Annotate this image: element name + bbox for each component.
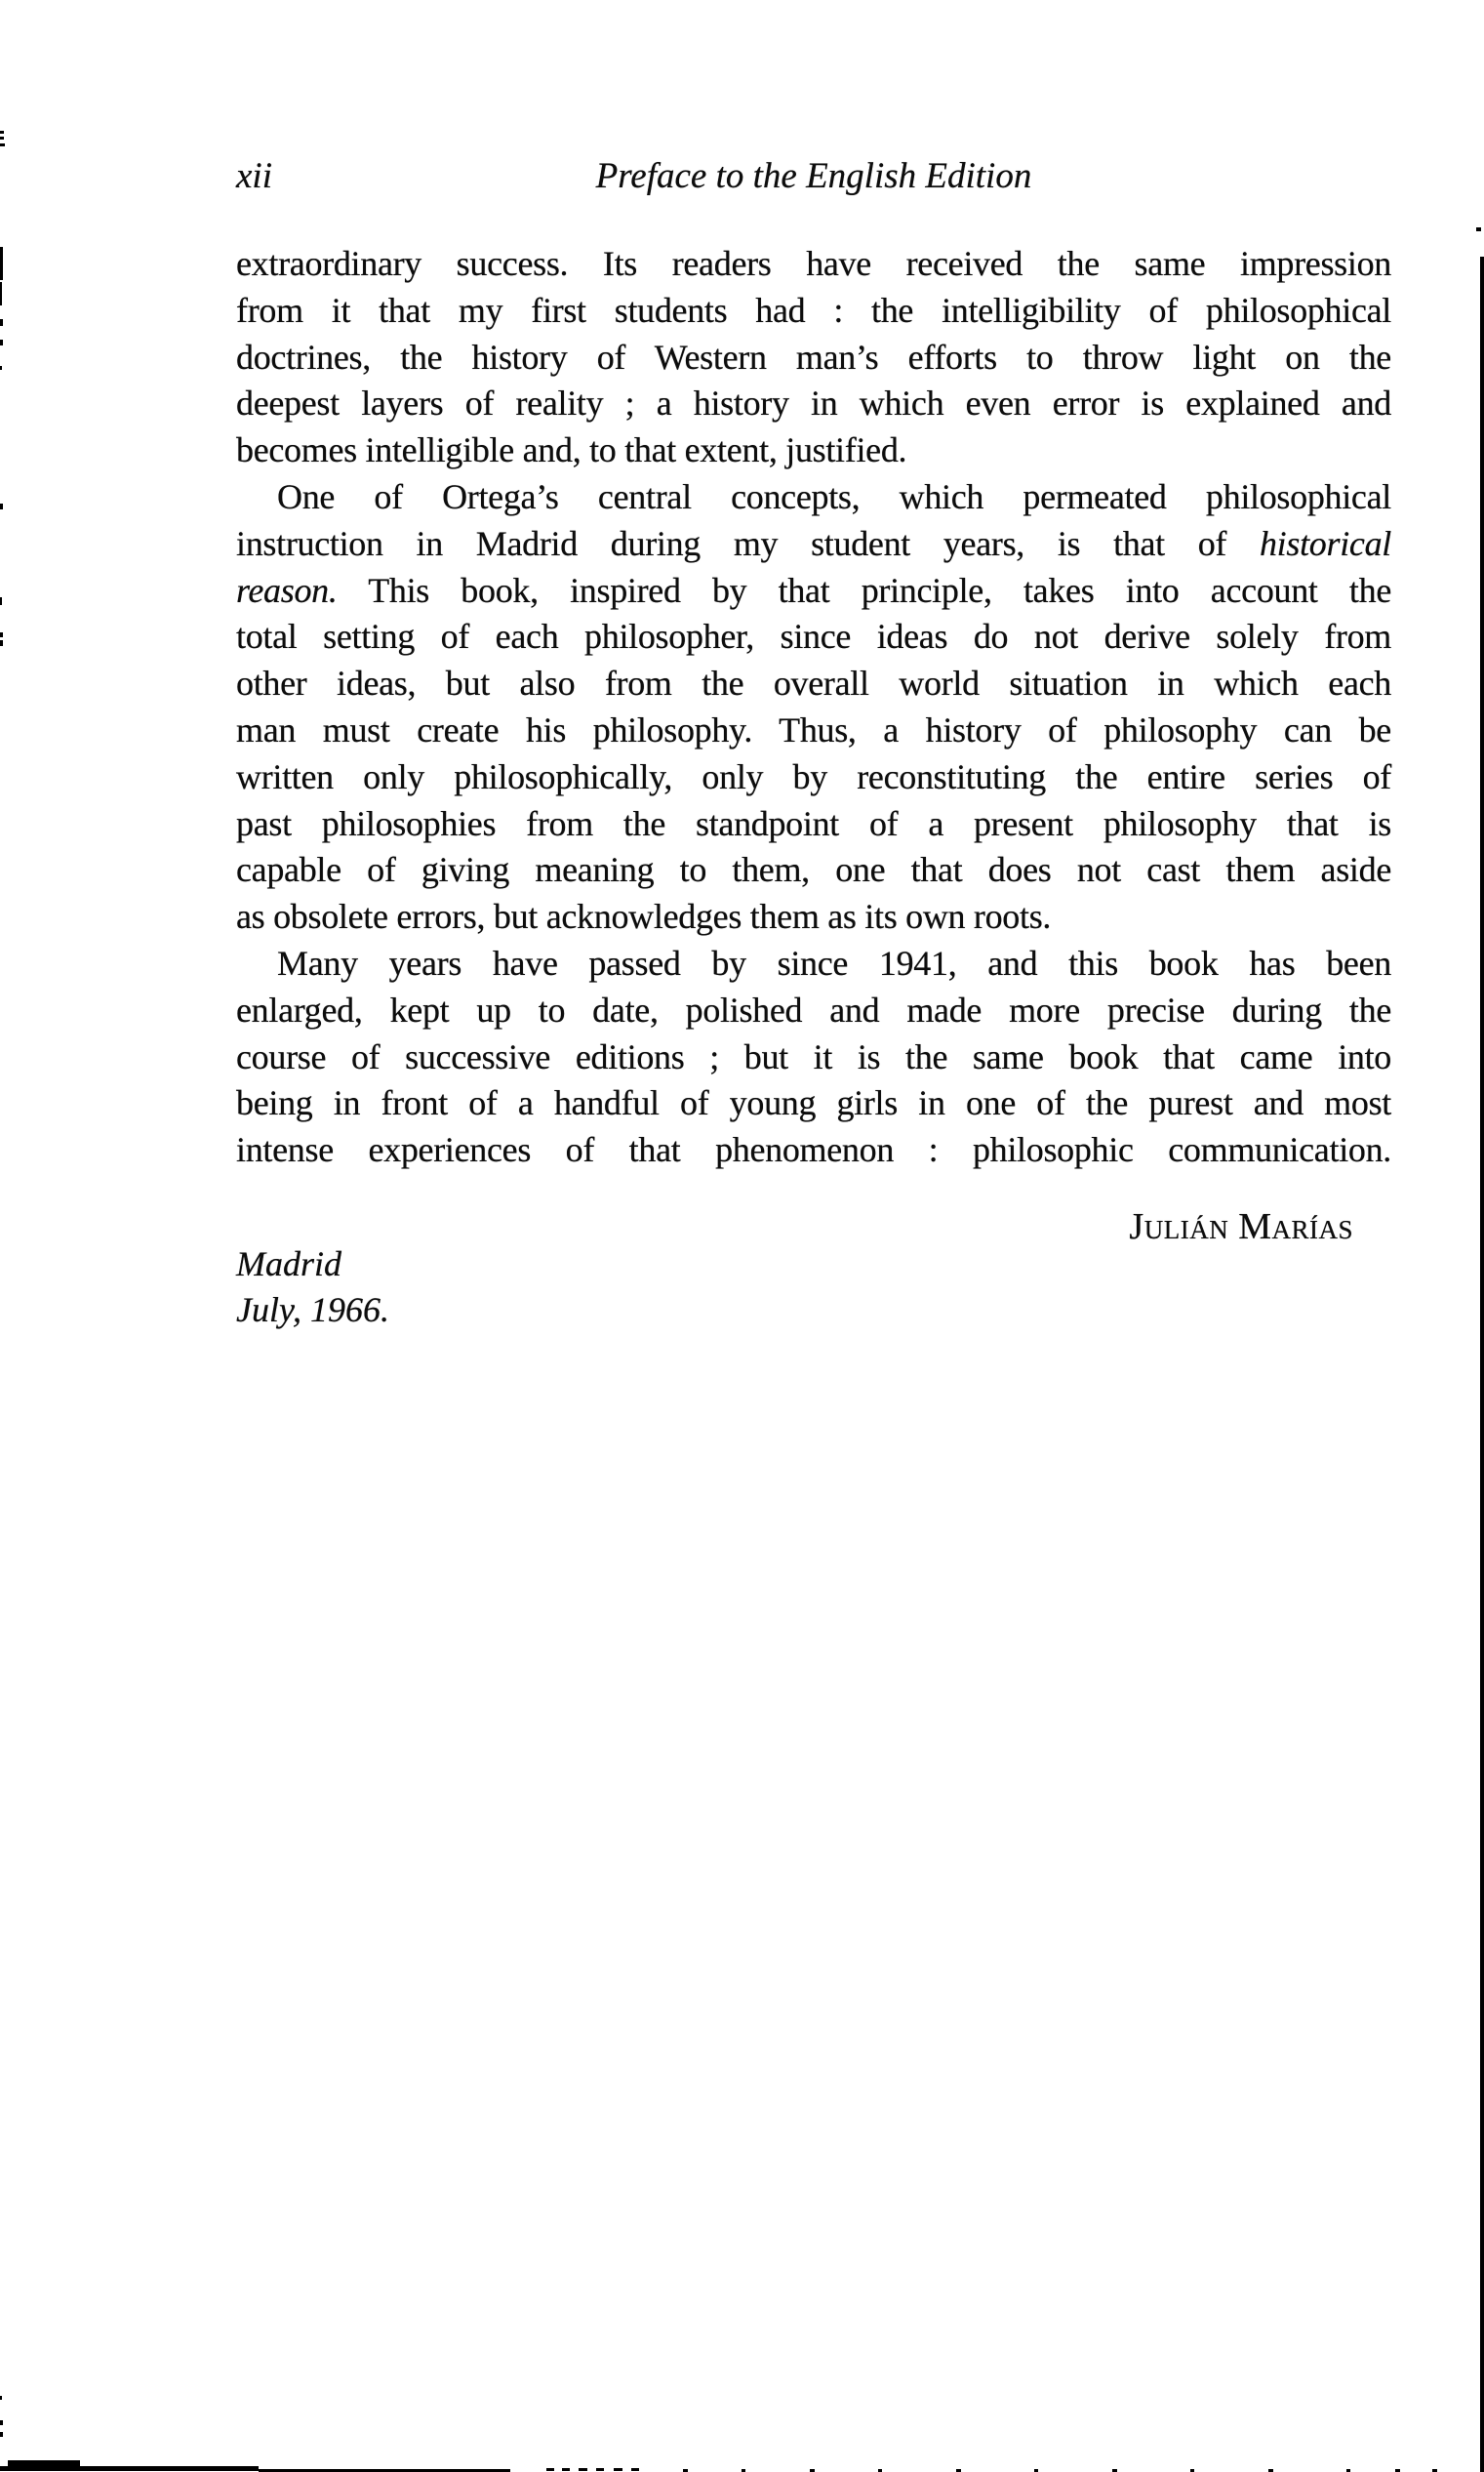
text-segment: course of successive editions ; but it is the same book that came into xyxy=(236,1036,1391,1076)
scan-artifact xyxy=(0,137,4,140)
text-line xyxy=(236,894,1391,941)
text-line xyxy=(236,801,1391,848)
paragraph xyxy=(236,474,1391,941)
text-line xyxy=(236,708,1391,754)
scan-artifact xyxy=(0,2466,259,2471)
scan-artifact xyxy=(0,366,2,370)
text-line xyxy=(236,335,1391,382)
running-head xyxy=(236,153,1391,200)
text-segment: Many years have passed by since 1941, and this book has been xyxy=(277,943,1391,983)
text-line xyxy=(236,241,1391,288)
text-segment: doctrines, the history of Western man’s efforts to throw light on the xyxy=(236,337,1391,377)
scan-artifact xyxy=(614,2468,622,2471)
scan-artifact xyxy=(1480,257,1484,2472)
text-segment: capable of giving meaning to them, one that does not cast them aside xyxy=(236,850,1391,890)
text-segment: past philosophies from the standpoint of a present philosophy that is xyxy=(236,803,1391,843)
text-segment: other ideas, but also from the overall world situation in which each xyxy=(236,664,1391,704)
text-segment: extraordinary success. Its readers have received the same impression xyxy=(236,244,1391,283)
text-line xyxy=(236,288,1391,335)
text-segment: written only philosophically, only by reconstituting the entire series of xyxy=(236,756,1391,796)
text-line xyxy=(236,1127,1391,1174)
page-number: xii xyxy=(236,156,272,196)
text-line xyxy=(236,381,1391,427)
text-line xyxy=(236,474,1391,521)
text-segment: total setting of each philosopher, since ideas do not derive solely from xyxy=(236,617,1391,657)
paragraph xyxy=(236,241,1391,474)
scan-artifact xyxy=(0,143,5,146)
text-segment: This book, inspired by that principle, takes into account the xyxy=(337,570,1391,610)
text-segment: deepest layers of reality ; a history in which even error is explained and xyxy=(236,384,1391,424)
scan-artifact xyxy=(0,2420,3,2425)
scan-artifact xyxy=(0,504,3,509)
paragraph xyxy=(236,941,1391,1174)
text-line xyxy=(236,614,1391,661)
italic-text: reason. xyxy=(236,570,338,610)
scan-artifact xyxy=(1476,227,1481,231)
scan-artifact xyxy=(0,2396,2,2400)
scan-artifact xyxy=(0,340,3,345)
scan-artifact xyxy=(596,2468,604,2471)
text-line xyxy=(236,1080,1391,1127)
scan-artifact xyxy=(0,640,3,646)
text-line xyxy=(236,1034,1391,1081)
text-segment: being in front of a handful of young girls in one of the purest and most xyxy=(236,1083,1391,1123)
text-line xyxy=(236,661,1391,708)
scan-artifact xyxy=(0,282,2,305)
text-segment: from it that my first students had : the intelligibility of philosophical xyxy=(236,290,1391,330)
text-segment: man must create his philosophy. Thus, a history of philosophy can be xyxy=(236,709,1391,750)
scan-artifact xyxy=(0,597,2,605)
running-head-title: Preface to the English Edition xyxy=(595,156,1032,196)
text-line xyxy=(236,754,1391,801)
text-segment: as obsolete errors, but acknowledges them as its own roots. xyxy=(236,897,1052,937)
text-line xyxy=(236,941,1391,988)
text-segment: becomes intelligible and, to that extent, justified. xyxy=(236,430,907,470)
scan-artifact xyxy=(0,632,3,637)
scan-artifact xyxy=(631,2468,639,2471)
text-line xyxy=(236,427,1391,474)
scan-artifact xyxy=(0,319,3,326)
signoff-place: Madrid xyxy=(236,1244,341,1283)
text-segment: instruction in Madrid during my student years, is that of xyxy=(236,523,1260,563)
text-line xyxy=(236,568,1391,615)
scan-artifact xyxy=(0,131,4,134)
text-line xyxy=(236,521,1391,568)
italic-text: historical xyxy=(1259,523,1391,563)
scan-artifact xyxy=(0,2432,3,2437)
scan-artifact xyxy=(546,2468,554,2471)
author-signature: Julián Marías xyxy=(1129,1206,1353,1247)
text-line xyxy=(236,988,1391,1034)
text-segment: One of Ortega’s central concepts, which permeated philosophical xyxy=(277,476,1391,516)
scan-artifact xyxy=(562,2468,570,2471)
text-line xyxy=(236,847,1391,894)
text-segment: intense experiences of that phenomenon : philosophic communication. xyxy=(236,1130,1391,1170)
text-segment: enlarged, kept up to date, polished and made more precise during the xyxy=(236,990,1391,1030)
signoff-date: July, 1966. xyxy=(236,1290,389,1329)
scan-artifact xyxy=(579,2468,587,2471)
scan-artifact xyxy=(0,247,3,280)
body-text xyxy=(236,241,1391,1174)
